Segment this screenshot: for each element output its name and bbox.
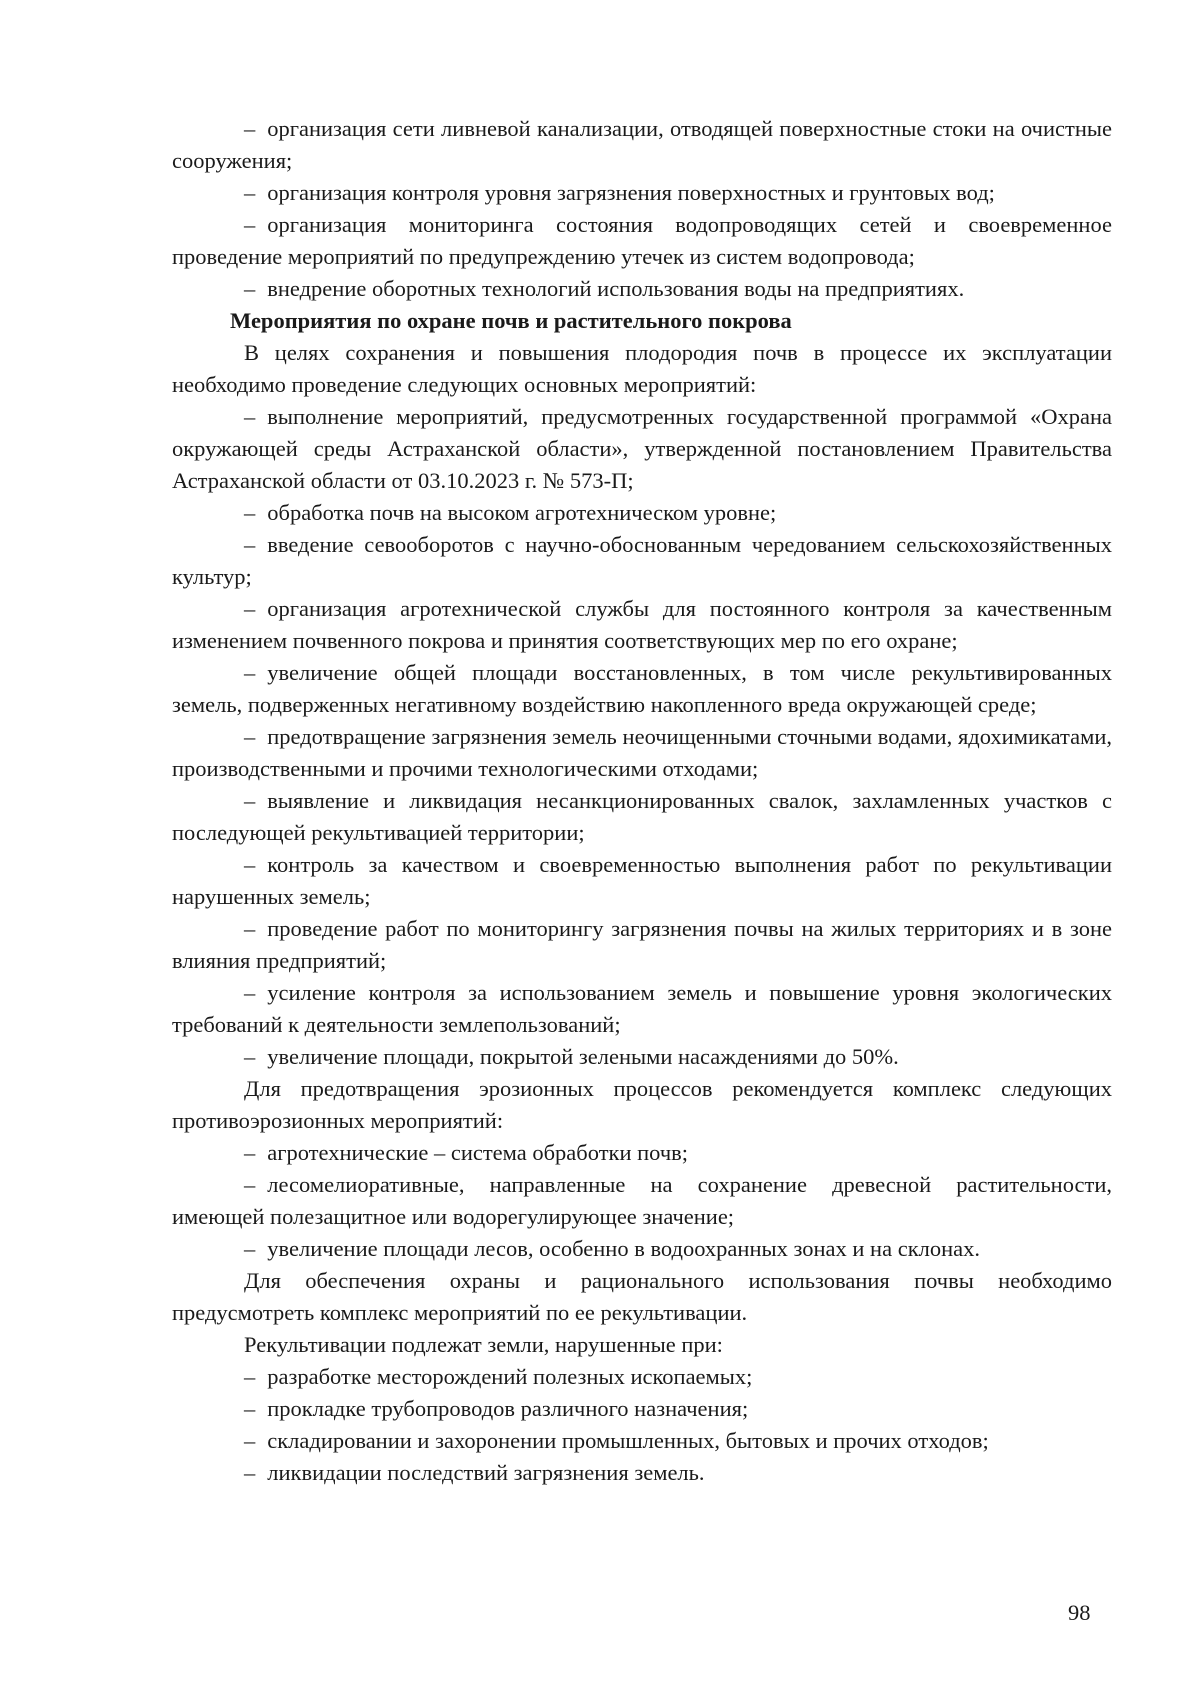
dash-marker: – bbox=[244, 1460, 256, 1485]
paragraph-erosion: Для предотвращения эрозионных процессов рекомендуется комплекс следующих противоэрозионных мероприятий: bbox=[172, 1076, 1112, 1133]
bullet-pipelines bbox=[172, 1393, 1112, 1425]
dash-marker: – bbox=[244, 852, 256, 877]
bullet-text: лесомелиоративные, направленные на сохранение древесной растительности, имеющей полезащитное или водорегулирующее значение; bbox=[172, 1172, 1112, 1229]
page-number: 98 bbox=[1068, 1600, 1091, 1625]
bullet-agrotech-service bbox=[172, 593, 1112, 657]
bullet-text: выявление и ликвидация несанкционированных свалок, захламленных участков с последующей рекультивацией территории; bbox=[172, 788, 1112, 845]
bullet-storm-sewer bbox=[172, 113, 1112, 177]
bullet-text: внедрение оборотных технологий использования воды на предприятиях. bbox=[267, 276, 965, 301]
dash-marker: – bbox=[244, 404, 256, 429]
dash-marker: – bbox=[244, 532, 256, 557]
bullet-water-pollution-control bbox=[172, 177, 1112, 209]
bullet-waste-storage bbox=[172, 1425, 1112, 1457]
bullet-agrotechnical bbox=[172, 1137, 1112, 1169]
dash-marker: – bbox=[244, 660, 256, 685]
dash-marker: – bbox=[244, 788, 256, 813]
bullet-text: увеличение площади, покрытой зелеными насаждениями до 50%. bbox=[267, 1044, 899, 1069]
dash-marker: – bbox=[244, 116, 256, 141]
dash-marker: – bbox=[244, 980, 256, 1005]
bullet-reclamation-control bbox=[172, 849, 1112, 913]
dash-marker: – bbox=[244, 1172, 256, 1197]
bullet-text: увеличение общей площади восстановленных, в том числе рекультивированных земель, подверженных негативному воздействию накопленного вреда окружающей среде; bbox=[172, 660, 1112, 717]
bullet-text: предотвращение загрязнения земель неочищенными сточными водами, ядохимикатами, производственными и прочими технологическими отходами; bbox=[172, 724, 1112, 781]
bullet-text: усиление контроля за использованием земель и повышение уровня экологических требований к деятельности землепользований; bbox=[172, 980, 1112, 1037]
bullet-text: увеличение площади лесов, особенно в водоохранных зонах и на склонах. bbox=[267, 1236, 981, 1261]
bullet-water-network-monitoring bbox=[172, 209, 1112, 273]
dash-marker: – bbox=[244, 1044, 256, 1069]
bullet-land-use-control bbox=[172, 977, 1112, 1041]
bullet-text: выполнение мероприятий, предусмотренных государственной программой «Охрана окружающей среды Астраханской области», утвержденной постановлением Правительства Астраханской области от 03.10.2023 г. № 573-П; bbox=[172, 404, 1112, 493]
bullet-text: введение севооборотов с научно-обоснованным чередованием сельскохозяйственных культур; bbox=[172, 532, 1112, 589]
bullet-text: организация агротехнической службы для постоянного контроля за качественным изменением почвенного покрова и принятия соответствующих мер по его охране; bbox=[172, 596, 1112, 653]
paragraph-soil-fertility: В целях сохранения и повышения плодородия почв в процессе их эксплуатации необходимо проведение следующих основных мероприятий: bbox=[172, 340, 1112, 397]
bullet-text: прокладке трубопроводов различного назначения; bbox=[267, 1396, 749, 1421]
bullet-text: разработке месторождений полезных ископаемых; bbox=[267, 1364, 753, 1389]
dash-marker: – bbox=[244, 212, 256, 237]
dash-marker: – bbox=[244, 276, 256, 301]
bullet-restored-land-area bbox=[172, 657, 1112, 721]
dash-marker: – bbox=[244, 1140, 256, 1165]
dash-marker: – bbox=[244, 1396, 256, 1421]
dash-marker: – bbox=[244, 1364, 256, 1389]
dash-marker: – bbox=[244, 916, 256, 941]
document-body bbox=[172, 113, 1112, 1489]
dash-marker: – bbox=[244, 596, 256, 621]
bullet-mineral-deposits bbox=[172, 1361, 1112, 1393]
bullet-text: агротехнические – система обработки почв; bbox=[267, 1140, 689, 1165]
bullet-pollution-consequences bbox=[172, 1457, 1112, 1489]
dash-marker: – bbox=[244, 1428, 256, 1453]
bullet-text: организация контроля уровня загрязнения поверхностных и грунтовых вод; bbox=[267, 180, 995, 205]
bullet-text: проведение работ по мониторингу загрязнения почвы на жилых территориях и в зоне влияния предприятий; bbox=[172, 916, 1112, 973]
paragraph-soil-protection: Для обеспечения охраны и рационального использования почвы необходимо предусмотреть комплекс мероприятий по ее рекультивации. bbox=[172, 1268, 1112, 1325]
bullet-text: обработка почв на высоком агротехническом уровне; bbox=[267, 500, 777, 525]
dash-marker: – bbox=[244, 180, 256, 205]
bullet-forest-area bbox=[172, 1233, 1112, 1265]
bullet-state-program bbox=[172, 401, 1112, 497]
section-heading: Мероприятия по охране почв и растительного покрова bbox=[230, 308, 792, 333]
dash-marker: – bbox=[244, 1236, 256, 1261]
dash-marker: – bbox=[244, 500, 256, 525]
paragraph-reclamation-subject: Рекультивации подлежат земли, нарушенные при: bbox=[244, 1332, 723, 1357]
bullet-text: контроль за качеством и своевременностью выполнения работ по рекультивации нарушенных земель; bbox=[172, 852, 1112, 909]
bullet-text: ликвидации последствий загрязнения земель. bbox=[267, 1460, 705, 1485]
dash-marker: – bbox=[244, 724, 256, 749]
bullet-text: складировании и захоронении промышленных, бытовых и прочих отходов; bbox=[267, 1428, 989, 1453]
bullet-text: организация сети ливневой канализации, отводящей поверхностные стоки на очистные сооружения; bbox=[172, 116, 1112, 173]
bullet-green-area bbox=[172, 1041, 1112, 1073]
bullet-recycling-technologies bbox=[172, 273, 1112, 305]
bullet-illegal-dumps bbox=[172, 785, 1112, 849]
bullet-soil-monitoring bbox=[172, 913, 1112, 977]
bullet-prevent-land-pollution bbox=[172, 721, 1112, 785]
bullet-soil-treatment bbox=[172, 497, 1112, 529]
bullet-forest-melioration bbox=[172, 1169, 1112, 1233]
bullet-text: организация мониторинга состояния водопроводящих сетей и своевременное проведение мероприятий по предупреждению утечек из систем водопровода; bbox=[172, 212, 1112, 269]
bullet-crop-rotation bbox=[172, 529, 1112, 593]
